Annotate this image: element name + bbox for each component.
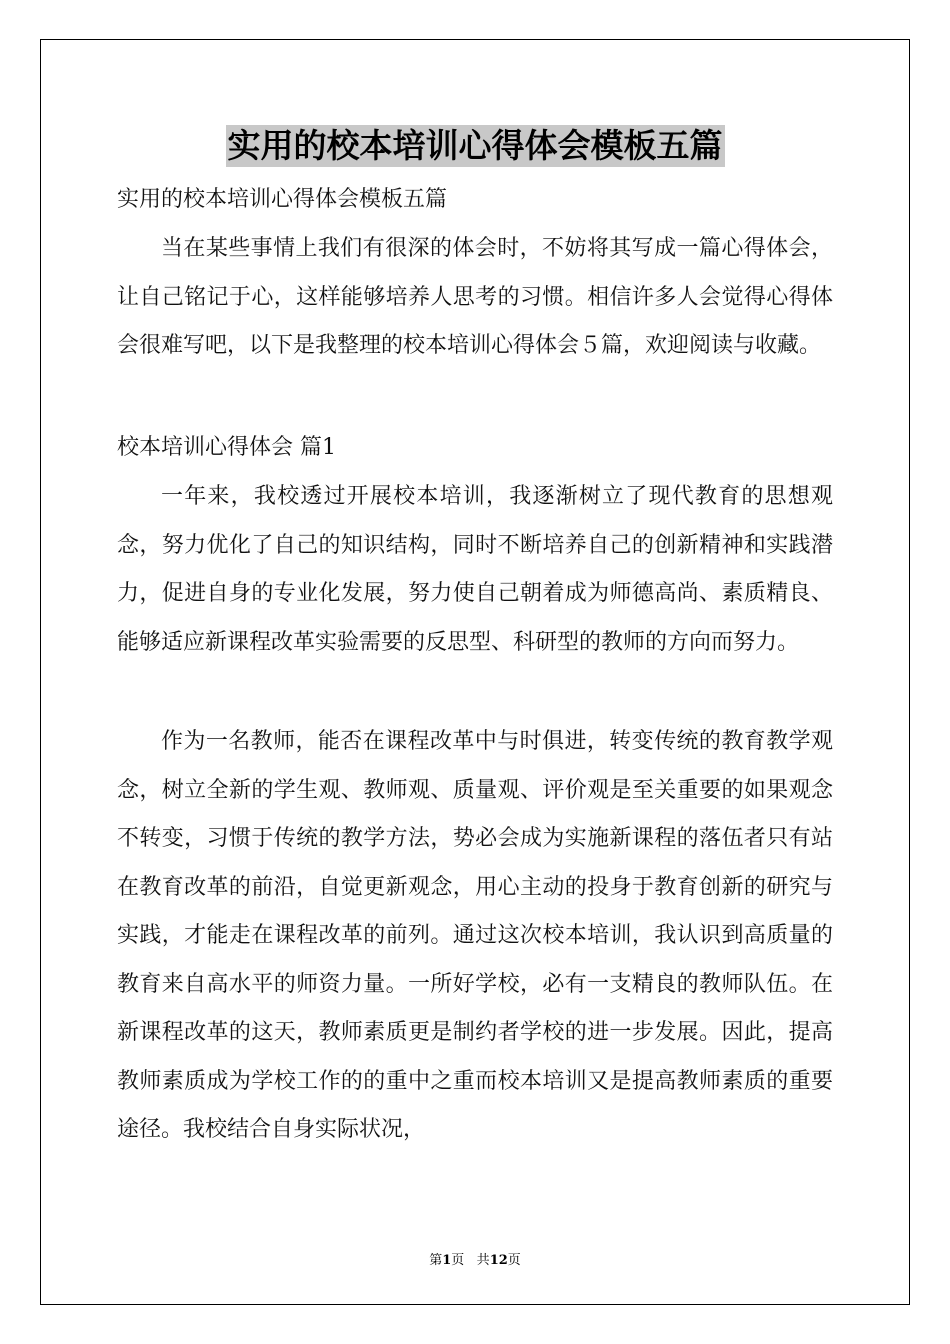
intro-paragraph: 当在某些事情上我们有很深的体会时，不妨将其写成一篇心得体会，让自己铭记于心，这样能够培养人思考的习惯。相信许多人会觉得心得体会很难写吧，以下是我整理的校本培训心得体会５篇，欢迎阅读与收藏。	[117, 236, 833, 358]
page-suffix: 页	[451, 1253, 465, 1268]
total-pages: 12	[489, 1253, 508, 1268]
title-container	[0, 125, 950, 167]
total-prefix: 共	[476, 1253, 490, 1268]
section-heading: 校本培训心得体会 篇1	[117, 435, 336, 460]
page-number: 1	[442, 1253, 452, 1268]
document-title: 实用的校本培训心得体会模板五篇	[227, 126, 723, 165]
page-footer	[0, 1249, 950, 1268]
total-suffix: 页	[507, 1253, 521, 1268]
body-paragraph-2: 作为一名教师，能否在课程改革中与时俱进，转变传统的教育教学观念，树立全新的学生观、教师观、质量观、评价观是至关重要的如果观念不转变，习惯于传统的教学方法，势必会成为实施新课程的落伍者只有站在教育改革的前沿，自觉更新观念，用心主动的投身于教育创新的研究与实践，才能走在课程改革的前列。通过这次校本培训，我认识到高质量的教育来自高水平的师资力量。一所好学校，必有一支精良的教师队伍。在新课程改革的这天，教师素质更是制约者学校的进一步发展。因此，提高教师素质成为学校工作的的重中之重而校本培训又是提高教师素质的重要途径。我校结合自身实际状况，	[117, 729, 833, 1142]
document-subtitle: 实用的校本培训心得体会模板五篇	[117, 187, 448, 212]
body-paragraph-1: 一年来，我校透过开展校本培训，我逐渐树立了现代教育的思想观念，努力优化了自己的知识结构，同时不断培养自己的创新精神和实践潜力，促进自身的专业化发展，努力使自己朝着成为师德高尚、素质精良、能够适应新课程改革实验需要的反思型、科研型的教师的方向而努力。	[117, 484, 833, 655]
page-prefix: 第	[429, 1253, 443, 1268]
